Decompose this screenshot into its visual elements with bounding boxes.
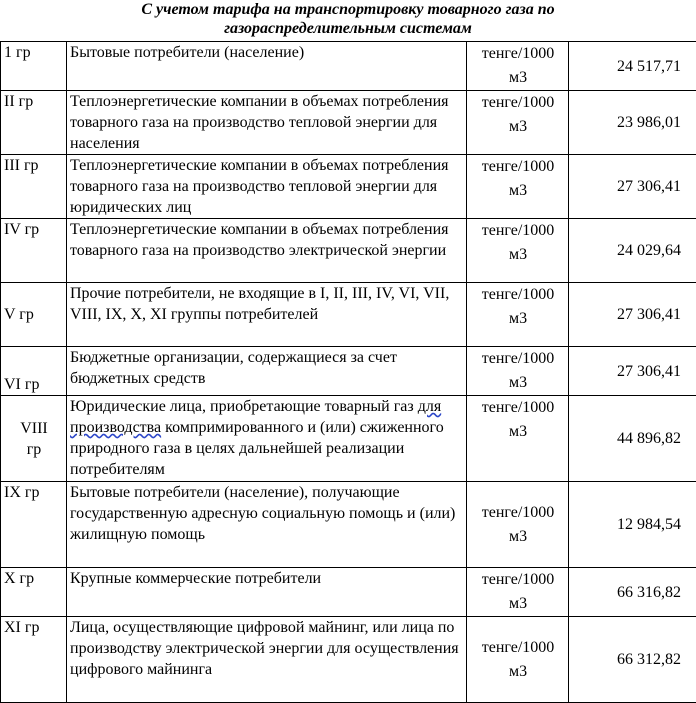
group-cell: IV гр xyxy=(1,219,67,283)
unit-line-1: тенге/1000 xyxy=(482,399,555,416)
unit-line-1: тенге/1000 xyxy=(482,158,555,175)
description-cell: Теплоэнергетические компании в объемах потребления товарного газа на производство тепловой энергии для населения xyxy=(67,91,467,155)
price-cell: 66 312,82 xyxy=(569,617,696,703)
unit-cell xyxy=(467,155,569,219)
group-cell: III гр xyxy=(1,155,67,219)
unit-line-1: тенге/1000 xyxy=(482,571,555,588)
price-cell: 66 316,82 xyxy=(569,568,696,617)
description-cell: Теплоэнергетические компании в объемах потребления товарного газа на производство тепловой энергии для юридических лиц xyxy=(67,155,467,219)
unit-cell xyxy=(467,568,569,617)
unit-line-2: м3 xyxy=(509,528,527,545)
group-label-line-2: гр xyxy=(27,441,42,458)
group-cell: IX гр xyxy=(1,482,67,568)
unit-line-2: м3 xyxy=(509,118,527,135)
description-text-a: Юридические лица, приобретающие товарный газ xyxy=(70,398,418,415)
table-row xyxy=(1,396,696,482)
title-line-2: газораспределительным системам xyxy=(0,19,696,38)
unit-line-2: м3 xyxy=(509,663,527,680)
table-row xyxy=(1,347,696,396)
group-cell xyxy=(1,396,67,482)
unit-line-1: тенге/1000 xyxy=(482,286,555,303)
unit-line-1: тенге/1000 xyxy=(482,222,555,239)
unit-line-2: м3 xyxy=(509,246,527,263)
table-row xyxy=(1,219,696,283)
unit-line-2: м3 xyxy=(509,182,527,199)
group-cell: X гр xyxy=(1,568,67,617)
price-cell: 27 306,41 xyxy=(569,347,696,396)
group-cell: VI гр xyxy=(1,347,67,396)
table-row xyxy=(1,42,696,91)
unit-cell xyxy=(467,283,569,347)
description-cell: Бытовые потребители (население) xyxy=(67,42,467,91)
description-text-b: компримированного и (или) сжиженного природного газа в целях дальнейшей реализации потребителям xyxy=(70,419,444,478)
description-cell: Бытовые потребители (население), получающие государственную адресную социальную помощь и (или) жилищную помощь xyxy=(67,482,467,568)
description-cell: Прочие потребители, не входящие в I, II, III, IV, VI, VII, VIII, IX, X, XI группы потребителей xyxy=(67,283,467,347)
unit-line-2: м3 xyxy=(509,423,527,440)
unit-line-1: тенге/1000 xyxy=(482,45,555,62)
price-cell: 24 029,64 xyxy=(569,219,696,283)
table-row xyxy=(1,482,696,568)
description-cell: Теплоэнергетические компании в объемах потребления товарного газа на производство электрической энергии xyxy=(67,219,467,283)
group-cell: II гр xyxy=(1,91,67,155)
group-cell: XI гр xyxy=(1,617,67,703)
unit-cell xyxy=(467,347,569,396)
unit-cell xyxy=(467,482,569,568)
price-cell: 12 984,54 xyxy=(569,482,696,568)
table-row xyxy=(1,155,696,219)
unit-cell xyxy=(467,396,569,482)
description-cell: Бюджетные организации, содержащиеся за счет бюджетных средств xyxy=(67,347,467,396)
unit-cell xyxy=(467,91,569,155)
unit-line-1: тенге/1000 xyxy=(482,94,555,111)
group-cell: V гр xyxy=(1,283,67,347)
table-row xyxy=(1,617,696,703)
group-cell: 1 гр xyxy=(1,42,67,91)
table-row xyxy=(1,283,696,347)
description-cell: Лица, осуществляющие цифровой майнинг, или лица по производству электрической энергии для осуществления цифрового майнинга xyxy=(67,617,467,703)
description-cell xyxy=(67,396,467,482)
table-row xyxy=(1,568,696,617)
unit-cell xyxy=(467,219,569,283)
unit-line-2: м3 xyxy=(509,310,527,327)
title-line-1: С учетом тарифа на транспортировку товарного газа по xyxy=(0,0,696,19)
unit-line-1: тенге/1000 xyxy=(482,504,555,521)
unit-cell xyxy=(467,617,569,703)
unit-line-1: тенге/1000 xyxy=(482,639,555,656)
unit-cell xyxy=(467,42,569,91)
price-cell: 27 306,41 xyxy=(569,155,696,219)
tariff-table xyxy=(0,41,696,703)
unit-line-1: тенге/1000 xyxy=(482,350,555,367)
price-cell: 44 896,82 xyxy=(569,396,696,482)
unit-line-2: м3 xyxy=(509,595,527,612)
price-cell: 27 306,41 xyxy=(569,283,696,347)
table-title xyxy=(0,0,696,38)
table-row xyxy=(1,91,696,155)
unit-line-2: м3 xyxy=(509,374,527,391)
price-cell: 24 517,71 xyxy=(569,42,696,91)
description-cell: Крупные коммерческие потребители xyxy=(67,568,467,617)
group-label-line-1: VIII xyxy=(20,420,48,437)
spellcheck-underlined-text: для производства xyxy=(70,398,441,436)
unit-line-2: м3 xyxy=(509,69,527,86)
price-cell: 23 986,01 xyxy=(569,91,696,155)
